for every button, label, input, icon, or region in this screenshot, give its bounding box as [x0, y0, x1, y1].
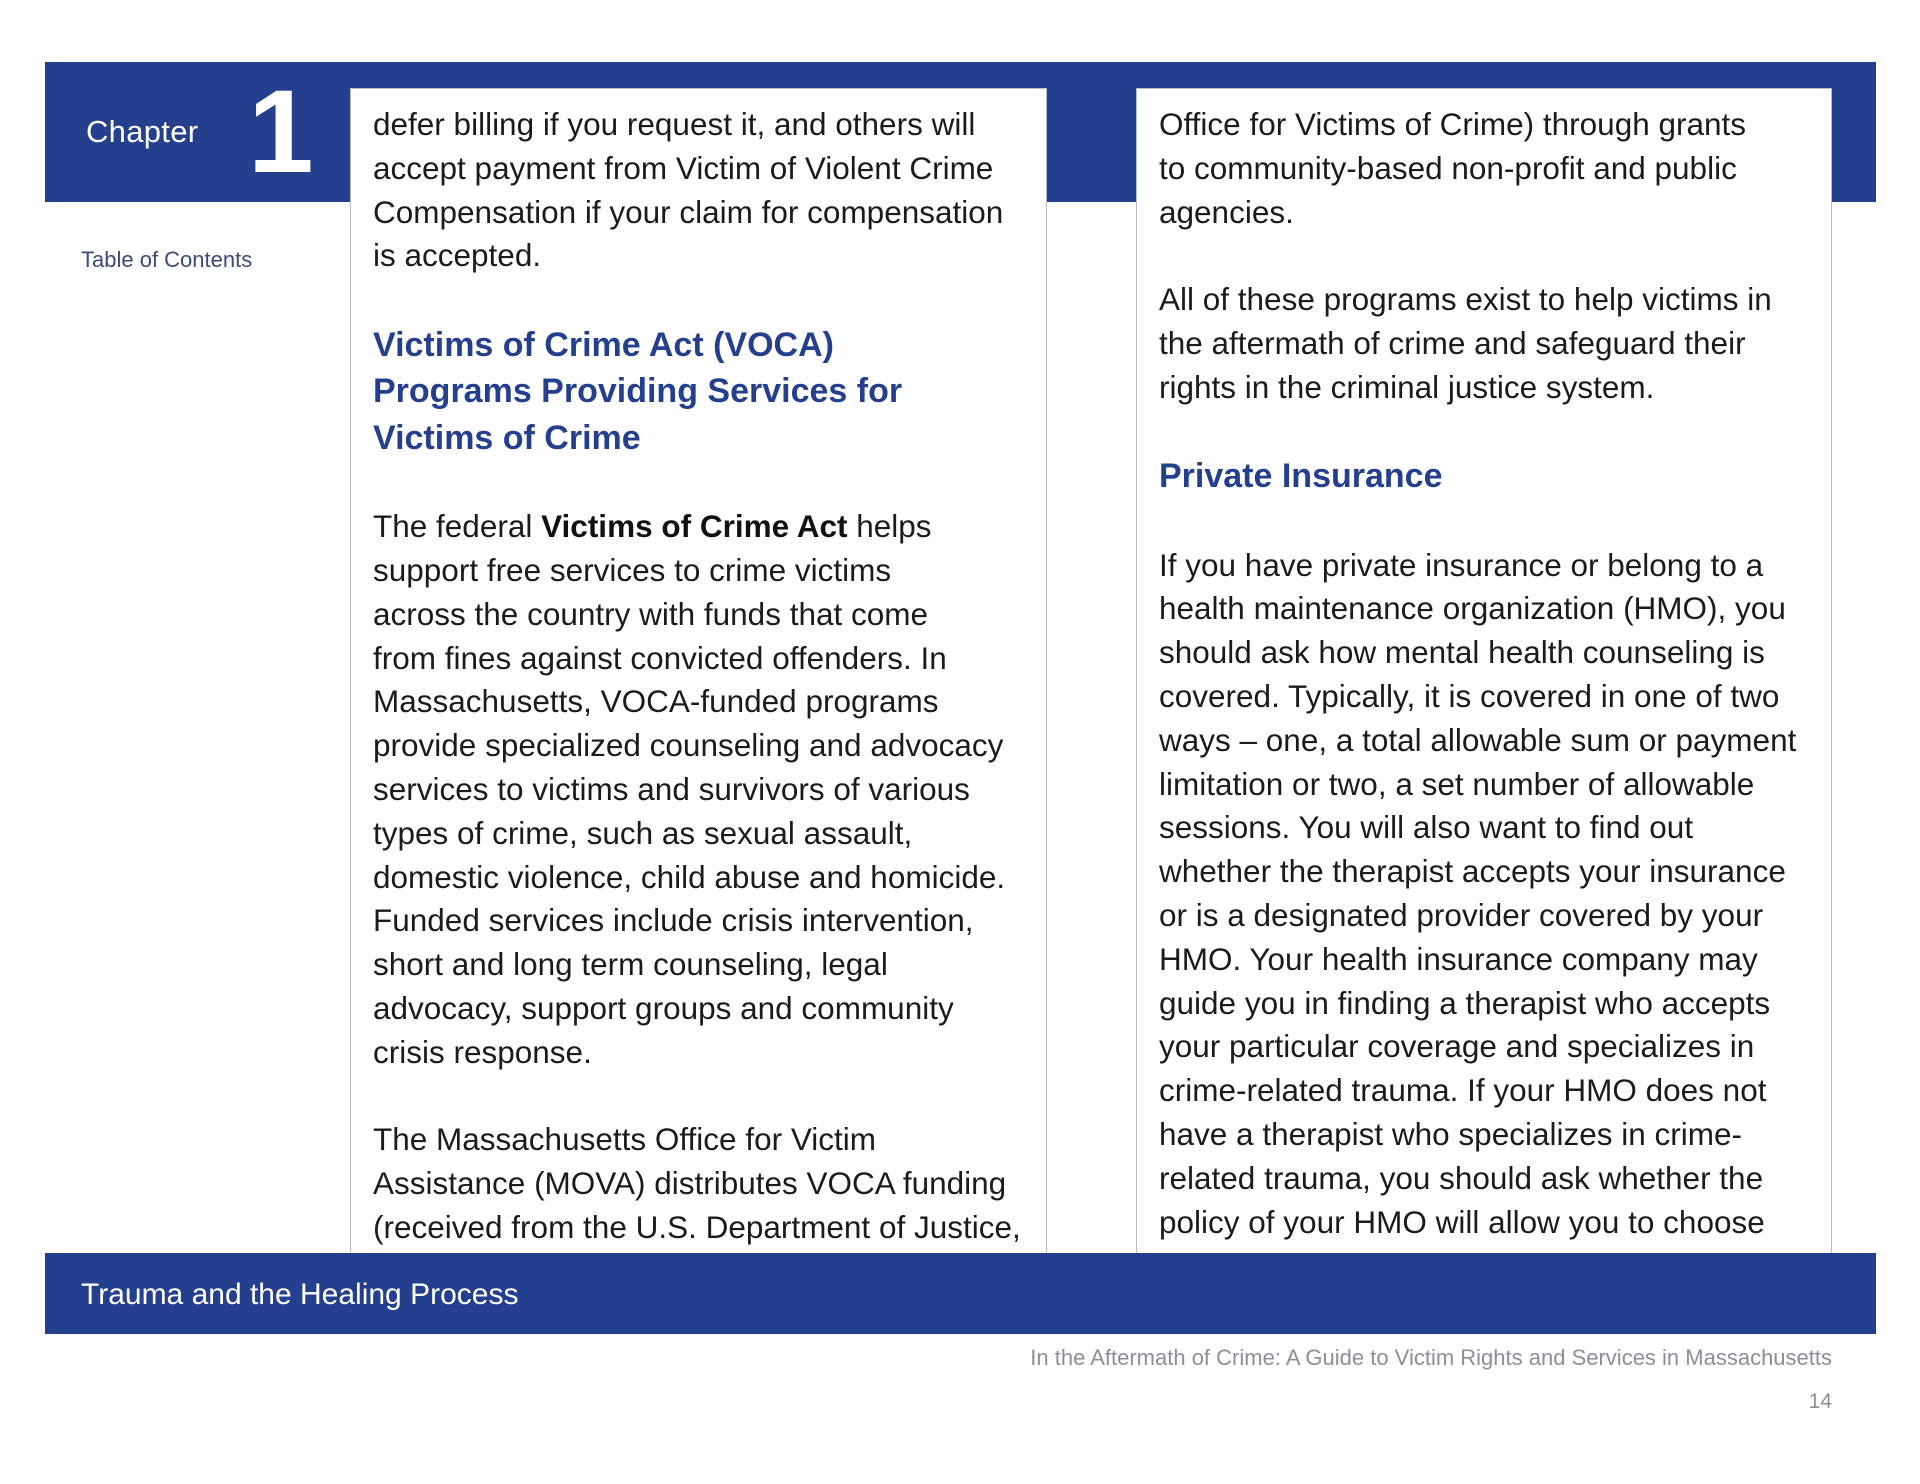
heading-line: Programs Providing Services for	[373, 372, 903, 411]
table-of-contents-link[interactable]: Table of Contents	[81, 247, 253, 272]
text-line: domestic violence, child abuse and homicide.	[373, 858, 1006, 895]
text-fragment: helps	[847, 508, 932, 545]
text-line: Assistance (MOVA) distributes VOCA funding	[373, 1165, 1007, 1202]
text-line: is accepted.	[373, 237, 542, 274]
text-line: All of these programs exist to help victims in	[1159, 281, 1772, 318]
text-line: services to victims and survivors of various	[373, 771, 970, 808]
text-line: defer billing if you request it, and others will	[373, 106, 976, 142]
right-column-card	[1136, 88, 1832, 1264]
text-line: types of crime, such as sexual assault,	[373, 814, 913, 851]
voca-paragraph	[373, 505, 1026, 1074]
voca-heading	[373, 322, 1026, 462]
intro-paragraph	[373, 103, 1026, 278]
text-line: Compensation if your claim for compensation	[373, 193, 1004, 230]
text-line: or is a designated provider covered by your	[1159, 897, 1764, 934]
text-line: advocacy, support groups and community	[373, 990, 954, 1027]
programs-paragraph	[1159, 278, 1811, 409]
text-line: agencies.	[1159, 193, 1294, 230]
chapter-label: Chapter	[86, 114, 199, 149]
text-fragment: The federal	[373, 508, 542, 545]
text-line: ways – one, a total allowable sum or payment	[1159, 721, 1797, 758]
text-line: crime-related trauma. If your HMO does not	[1159, 1072, 1767, 1109]
text-line: the aftermath of crime and safeguard their	[1159, 324, 1746, 361]
bold-term: Victims of Crime Act	[541, 508, 848, 545]
text-line: limitation or two, a set number of allowable	[1159, 765, 1755, 802]
text-line: across the country with funds that come	[373, 595, 929, 632]
text-line: Massachusetts, VOCA-funded programs	[373, 683, 939, 720]
text-line: should ask how mental health counseling is	[1159, 634, 1765, 671]
text-line: support free services to crime victims	[373, 552, 892, 589]
text-line: If you have private insurance or belong to a	[1159, 546, 1764, 583]
text-line: sessions. You will also want to find out	[1159, 809, 1694, 846]
chapter-number: 1	[248, 66, 314, 198]
text-line: crisis response.	[373, 1033, 592, 1070]
mova-paragraph	[373, 1118, 1026, 1249]
left-column-card	[350, 88, 1047, 1264]
text-line: (received from the U.S. Department of Justice,	[373, 1209, 1021, 1246]
text-line: your particular coverage and specializes in	[1159, 1028, 1755, 1065]
text-line: whether the therapist accepts your insurance	[1159, 853, 1786, 890]
section-title: Trauma and the Healing Process	[81, 1278, 519, 1311]
text-line: from fines against convicted offenders. In	[373, 639, 947, 676]
text-line: policy of your HMO will allow you to choose	[1159, 1203, 1765, 1240]
text-line: covered. Typically, it is covered in one of two	[1159, 678, 1780, 715]
text-line: guide you in finding a therapist who accepts	[1159, 984, 1771, 1021]
text-line: Funded services include crisis intervention,	[373, 902, 974, 939]
insurance-paragraph	[1159, 544, 1811, 1245]
text-line: short and long term counseling, legal	[373, 946, 888, 983]
text-line: HMO. Your health insurance company may	[1159, 940, 1758, 977]
text-line: provide specialized counseling and advocacy	[373, 727, 1004, 764]
page-number: 14	[1808, 1390, 1832, 1413]
text-line: Office for Victims of Crime) through grants	[1159, 106, 1747, 142]
heading-line: Victims of Crime	[373, 418, 641, 457]
private-insurance-heading: Private Insurance	[1159, 457, 1443, 496]
text-line: accept payment from Victim of Violent Crime	[373, 149, 994, 186]
text-line: related trauma, you should ask whether the	[1159, 1159, 1764, 1196]
document-title: In the Aftermath of Crime: A Guide to Victim Rights and Services in Massachusetts	[1030, 1345, 1832, 1370]
text-line: The Massachusetts Office for Victim	[373, 1121, 877, 1158]
text-line: rights in the criminal justice system.	[1159, 368, 1655, 405]
text-line: have a therapist who specializes in crime-	[1159, 1116, 1743, 1153]
heading-line: Victims of Crime Act (VOCA)	[373, 325, 834, 364]
text-line: health maintenance organization (HMO), you	[1159, 590, 1786, 627]
intro-paragraph	[1159, 103, 1811, 234]
text-line: to community-based non-profit and public	[1159, 149, 1737, 186]
